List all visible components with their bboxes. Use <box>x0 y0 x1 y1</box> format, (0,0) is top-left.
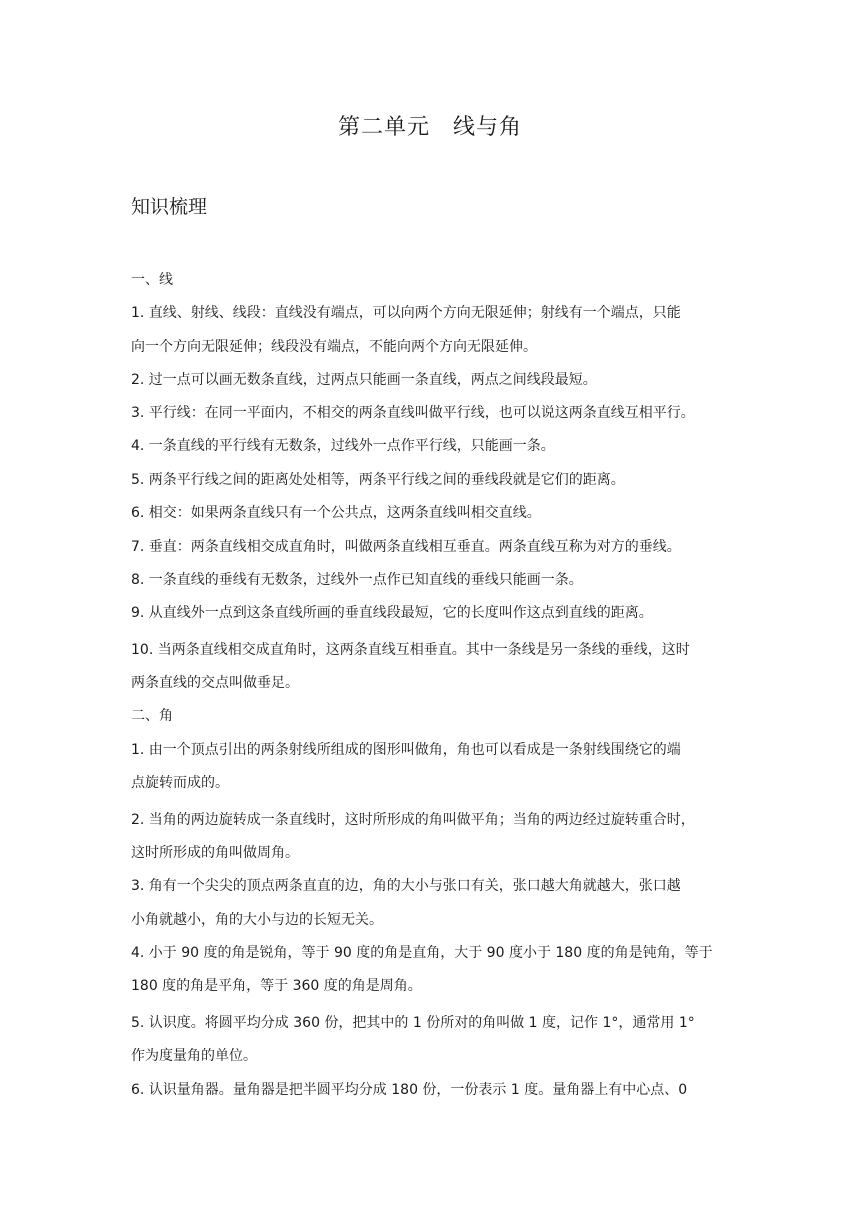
paragraph-line: 向一个方向无限延伸；线段没有端点，不能向两个方向无限延伸。 <box>131 339 537 355</box>
paragraph-line: 2. 过一点可以画无数条直线，过两点只能画一条直线，两点之间线段最短。 <box>131 372 597 388</box>
paragraph-line: 3. 平行线：在同一平面内，不相交的两条直线叫做平行线，也可以说这两条直线互相平行。 <box>131 405 695 421</box>
paragraph-line: 10. 当两条直线相交成直角时，这两条直线互相垂直。其中一条线是另一条线的垂线，这时 <box>131 642 690 658</box>
paragraph-line: 1. 直线、射线、线段：直线没有端点，可以向两个方向无限延伸；射线有一个端点，只能 <box>131 305 681 321</box>
heading-angles: 二、角 <box>131 708 173 724</box>
paragraph-line: 5. 两条平行线之间的距离处处相等，两条平行线之间的垂线段就是它们的距离。 <box>131 472 625 488</box>
paragraph-line: 两条直线的交点叫做垂足。 <box>131 675 299 691</box>
paragraph-line: 2. 当角的两边旋转成一条直线时，这时所形成的角叫做平角；当角的两边经过旋转重合时， <box>131 812 695 828</box>
paragraph-line: 7. 垂直：两条直线相交成直角时，叫做两条直线相互垂直。两条直线互称为对方的垂线。 <box>131 539 681 555</box>
paragraph-line: 5. 认识度。将圆平均分成 360 份，把其中的 1 份所对的角叫做 1 度，记作 1°，通常用 1° <box>131 1015 695 1031</box>
paragraph-line: 3. 角有一个尖尖的顶点两条直直的边，角的大小与张口有关，张口越大角就越大，张口越 <box>131 878 681 894</box>
section-heading: 知识梳理 <box>131 196 208 218</box>
paragraph-line: 作为度量角的单位。 <box>131 1048 257 1064</box>
paragraph-line: 9. 从直线外一点到这条直线所画的垂直线段最短，它的长度叫作这点到直线的距离。 <box>131 605 653 621</box>
paragraph-line: 1. 由一个顶点引出的两条射线所组成的图形叫做角，角也可以看成是一条射线围绕它的端 <box>131 742 681 758</box>
paragraph-line: 这时所形成的角叫做周角。 <box>131 845 299 861</box>
paragraph-line: 8. 一条直线的垂线有无数条，过线外一点作已知直线的垂线只能画一条。 <box>131 572 583 588</box>
paragraph-line: 4. 小于 90 度的角是锐角，等于 90 度的角是直角，大于 90 度小于 180 度的角是钝角，等于 <box>131 945 713 961</box>
heading-lines: 一、线 <box>131 272 173 288</box>
paragraph-line: 点旋转而成的。 <box>131 775 229 791</box>
paragraph-line: 6. 相交：如果两条直线只有一个公共点，这两条直线叫相交直线。 <box>131 505 541 521</box>
paragraph-line: 6. 认识量角器。量角器是把半圆平均分成 180 份，一份表示 1 度。量角器上有中心点、0 <box>131 1082 688 1098</box>
paragraph-line: 4. 一条直线的平行线有无数条，过线外一点作平行线，只能画一条。 <box>131 438 555 454</box>
page-title: 第二单元 线与角 <box>337 115 522 140</box>
paragraph-line: 180 度的角是平角，等于 360 度的角是周角。 <box>131 978 422 994</box>
paragraph-line: 小角就越小，角的大小与边的长短无关。 <box>131 912 383 928</box>
